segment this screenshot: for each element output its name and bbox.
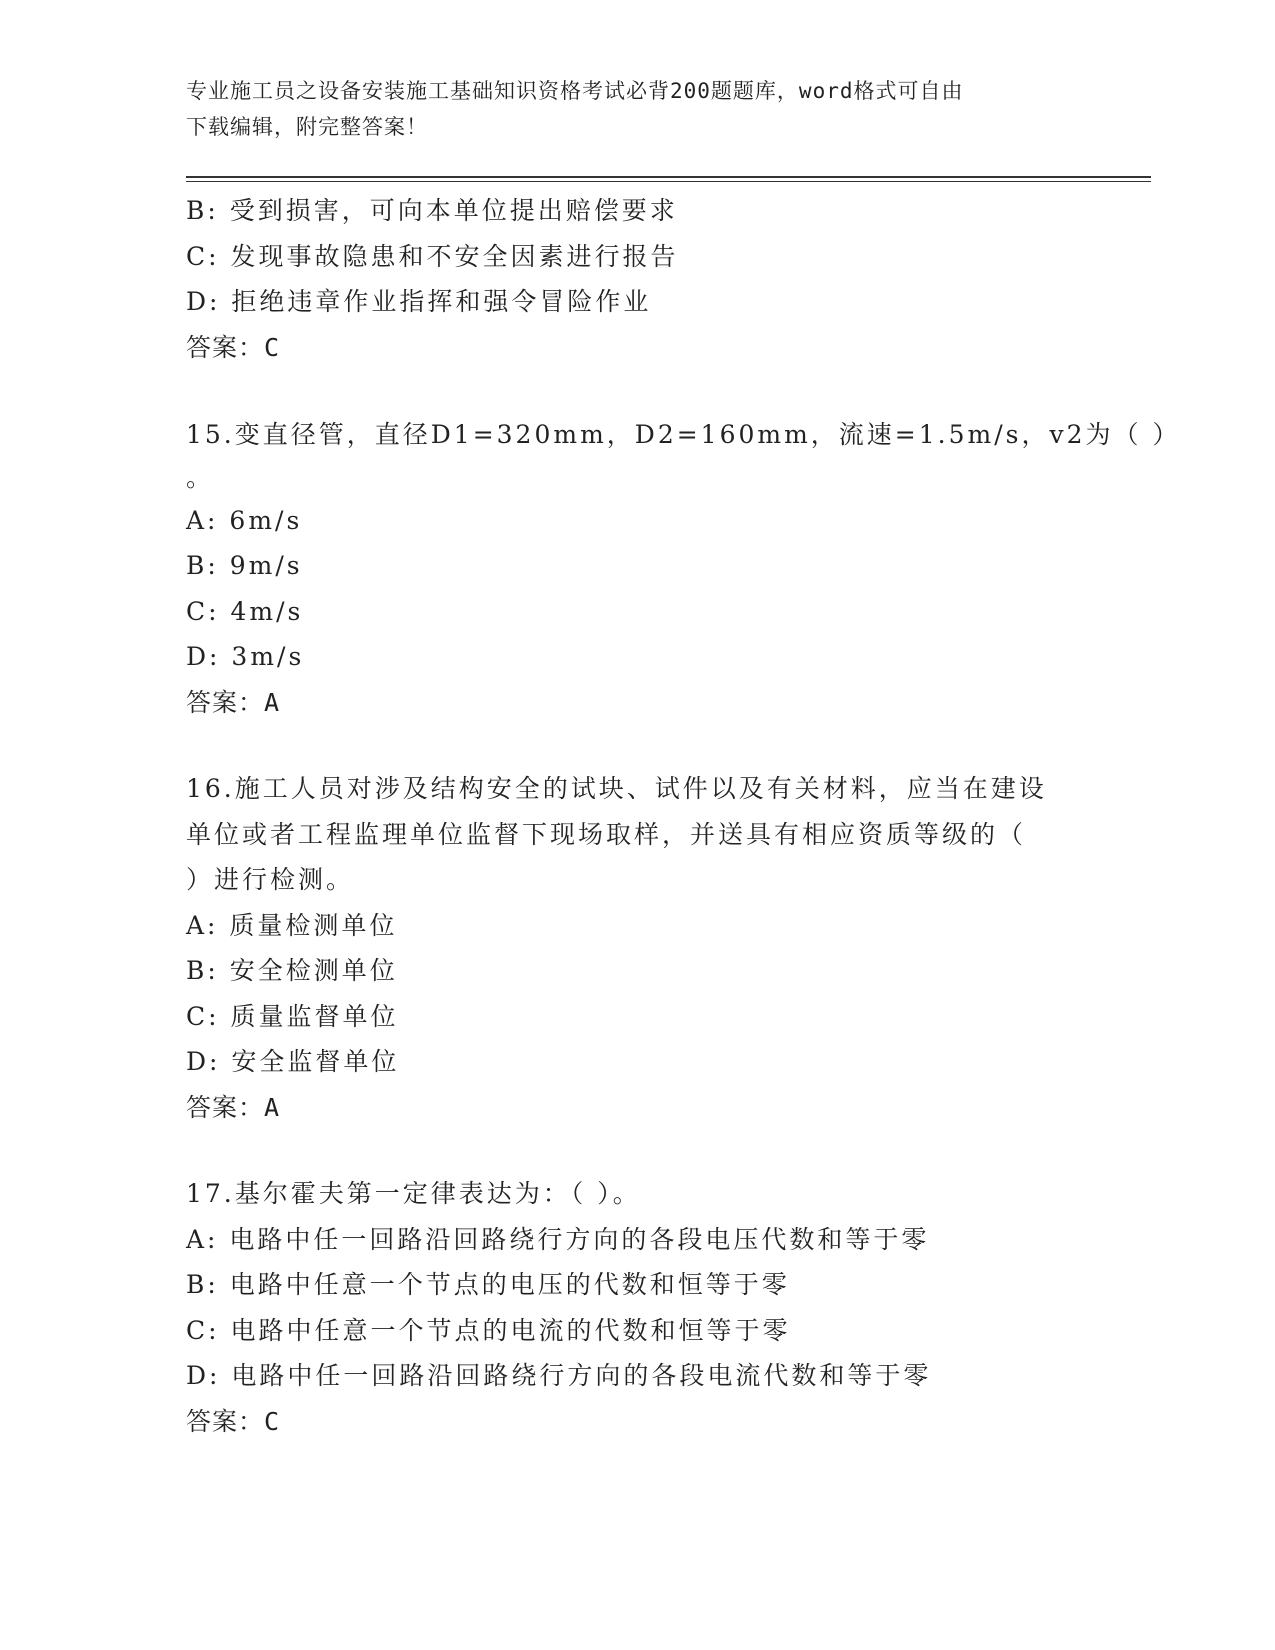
answer-line: 答案：C: [186, 1406, 281, 1436]
option-d: D: 电路中任一回路沿回路绕行方向的各段电流代数和等于零: [186, 1361, 932, 1390]
option-d: D: 3m/s: [186, 642, 305, 671]
option-b: B: 电路中任意一个节点的电压的代数和恒等于零: [186, 1270, 790, 1299]
carryover-block: [186, 188, 1086, 370]
question-stem: 单位或者工程监理单位监督下现场取样，并送具有相应资质等级的（: [186, 819, 1027, 849]
question-16: [186, 766, 1086, 1130]
question-stem: 17.基尔霍夫第一定律表达为：（ ）。: [186, 1179, 641, 1208]
question-stem: 16.施工人员对涉及结构安全的试块、试件以及有关材料，应当在建设: [186, 774, 1047, 803]
question-content: [186, 188, 1181, 1444]
option-c: C: 发现事故隐患和不安全因素进行报告: [186, 241, 679, 271]
option-a: A: 质量检测单位: [186, 910, 398, 940]
option-c: C: 电路中任意一个节点的电流的代数和恒等于零: [186, 1315, 791, 1345]
option-b: B: 受到损害，可向本单位提出赔偿要求: [186, 196, 678, 225]
option-c: C: 质量监督单位: [186, 1001, 399, 1031]
question-stem: ）进行检测。: [186, 865, 355, 894]
option-d: D: 安全监督单位: [186, 1047, 400, 1076]
document-header: [186, 73, 1066, 145]
answer-line: 答案：A: [186, 687, 281, 717]
question-stem: 。: [186, 462, 215, 492]
header-title-line-2: 下载编辑，附完整答案！: [186, 115, 428, 139]
option-a: A: 6m/s: [186, 505, 303, 535]
question-17: [186, 1171, 1086, 1444]
header-title-line-1: 专业施工员之设备安装施工基础知识资格考试必背200题题库，word格式可自由: [186, 79, 964, 103]
answer-line: 答案：A: [186, 1092, 281, 1122]
option-b: B: 9m/s: [186, 551, 303, 580]
answer-line: 答案：C: [186, 332, 281, 362]
option-a: A: 电路中任一回路沿回路绕行方向的各段电压代数和等于零: [186, 1224, 930, 1254]
option-d: D: 拒绝违章作业指挥和强令冒险作业: [186, 287, 652, 316]
option-c: C: 4m/s: [186, 596, 304, 626]
header-divider: [186, 176, 1151, 182]
option-b: B: 安全检测单位: [186, 956, 398, 985]
question-15: [186, 412, 1181, 725]
question-stem: 15.变直径管，直径D1=320mm，D2=160mm，流速=1.5m/s，v2为（ ）: [186, 420, 1181, 449]
